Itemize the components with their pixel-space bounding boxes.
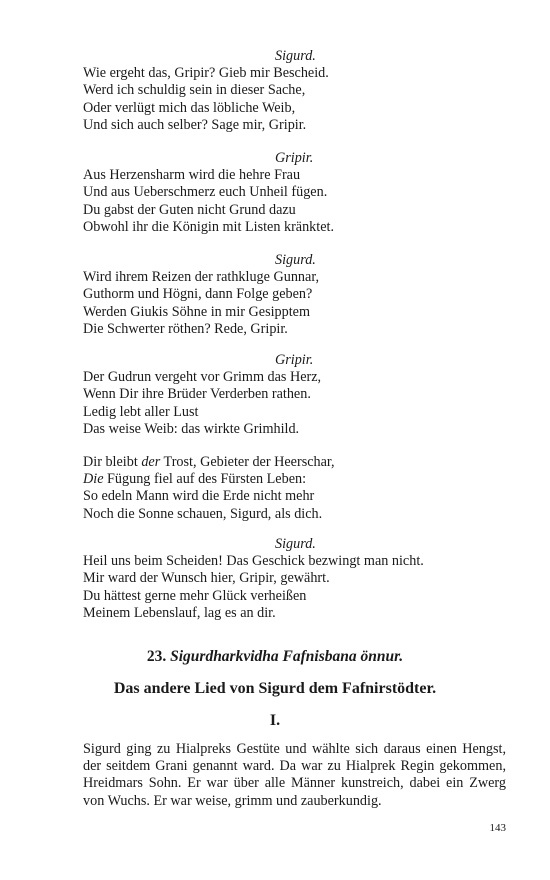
speaker-label: Sigurd. [275, 48, 316, 64]
verse-line: Noch die Sonne schauen, Sigurd, als dich. [83, 505, 323, 522]
stanza-2 [83, 150, 503, 236]
verse-line: Aus Herzensharm wird die hehre Frau [83, 167, 301, 184]
verse-line: Und sich auch selber? Sage mir, Gripir. [83, 116, 307, 133]
verse-line: Wird ihrem Reizen der rathkluge Gunnar, [83, 269, 320, 286]
speaker-label: Gripir. [275, 150, 314, 166]
verse-line: So edeln Mann wird die Erde nicht mehr [83, 488, 315, 505]
section-number: I. [269, 712, 281, 729]
verse-line: Werd ich schuldig sein in dieser Sache, [83, 82, 306, 99]
stanza-1 [83, 48, 503, 134]
page-number: 143 [489, 822, 506, 834]
verse-line: Dir bleibt der Trost, Gebieter der Heerschar, [83, 454, 335, 470]
verse-line: Wenn Dir ihre Brüder Verderben rathen. [83, 386, 311, 403]
emphasis: Die [83, 471, 104, 488]
song-title: Sigurdharkvidha Fafnisbana önnur. [170, 648, 404, 665]
verse-line: Obwohl ihr die Königin mit Listen kränktet. [83, 218, 335, 235]
song-subtitle: Das andere Lied von Sigurd dem Fafnirstödter. [113, 680, 437, 697]
song-number: 23. [146, 648, 167, 665]
verse-line: Guthorm und Högni, dann Folge geben? [83, 286, 313, 303]
verse-line: Oder verlügt mich das löbliche Weib, [83, 99, 296, 116]
song-heading [0, 648, 550, 666]
verse-line: Mir ward der Wunsch hier, Gripir, gewährt. [83, 570, 330, 587]
verse-line: Du hättest gerne mehr Glück verheißen [83, 587, 307, 604]
stanza-3 [83, 252, 503, 338]
verse-line: Wie ergeht das, Gripir? Gieb mir Bescheid. [83, 65, 329, 82]
verse-line: Das weise Weib: das wirkte Grimhild. [83, 420, 300, 437]
verse-line: Der Gudrun vergeht vor Grimm das Herz, [83, 369, 322, 386]
stanza-6 [83, 536, 503, 622]
verse-line: Werden Giukis Söhne in mir Gesipptem [83, 303, 311, 320]
verse-line: Ledig lebt aller Lust [83, 403, 199, 420]
speaker-label: Sigurd. [275, 252, 316, 268]
verse-line: Die Schwerter röthen? Rede, Gripir. [83, 320, 288, 337]
verse-line: Meinem Lebenslauf, lag es an dir. [83, 604, 276, 621]
verse-line: Heil uns beim Scheiden! Das Geschick bezwingt man nicht. [83, 553, 424, 570]
speaker-label: Gripir. [275, 352, 314, 368]
emphasis: der [141, 454, 161, 470]
stanza-4 [83, 352, 503, 438]
verse-line: Du gabst der Guten nicht Grund dazu [83, 201, 296, 218]
verse-line: Die Fügung fiel auf des Fürsten Leben: [83, 471, 307, 488]
verse-line: Und aus Ueberschmerz euch Unheil fügen. [83, 184, 328, 201]
prose-paragraph: Sigurd ging zu Hialpreks Gestüte und wählte sich daraus einen Hengst, der seitdem Grani genannt ward. Da war zu Hialprek Regin gekommen, Hreidmars Sohn. Er war über alle Männer kunstreich, dabei ein Zwerg von Wuchs. Er war weise, grimm und zauberkundig. [83, 741, 506, 809]
stanza-5 [83, 454, 503, 523]
speaker-label: Sigurd. [275, 536, 316, 552]
